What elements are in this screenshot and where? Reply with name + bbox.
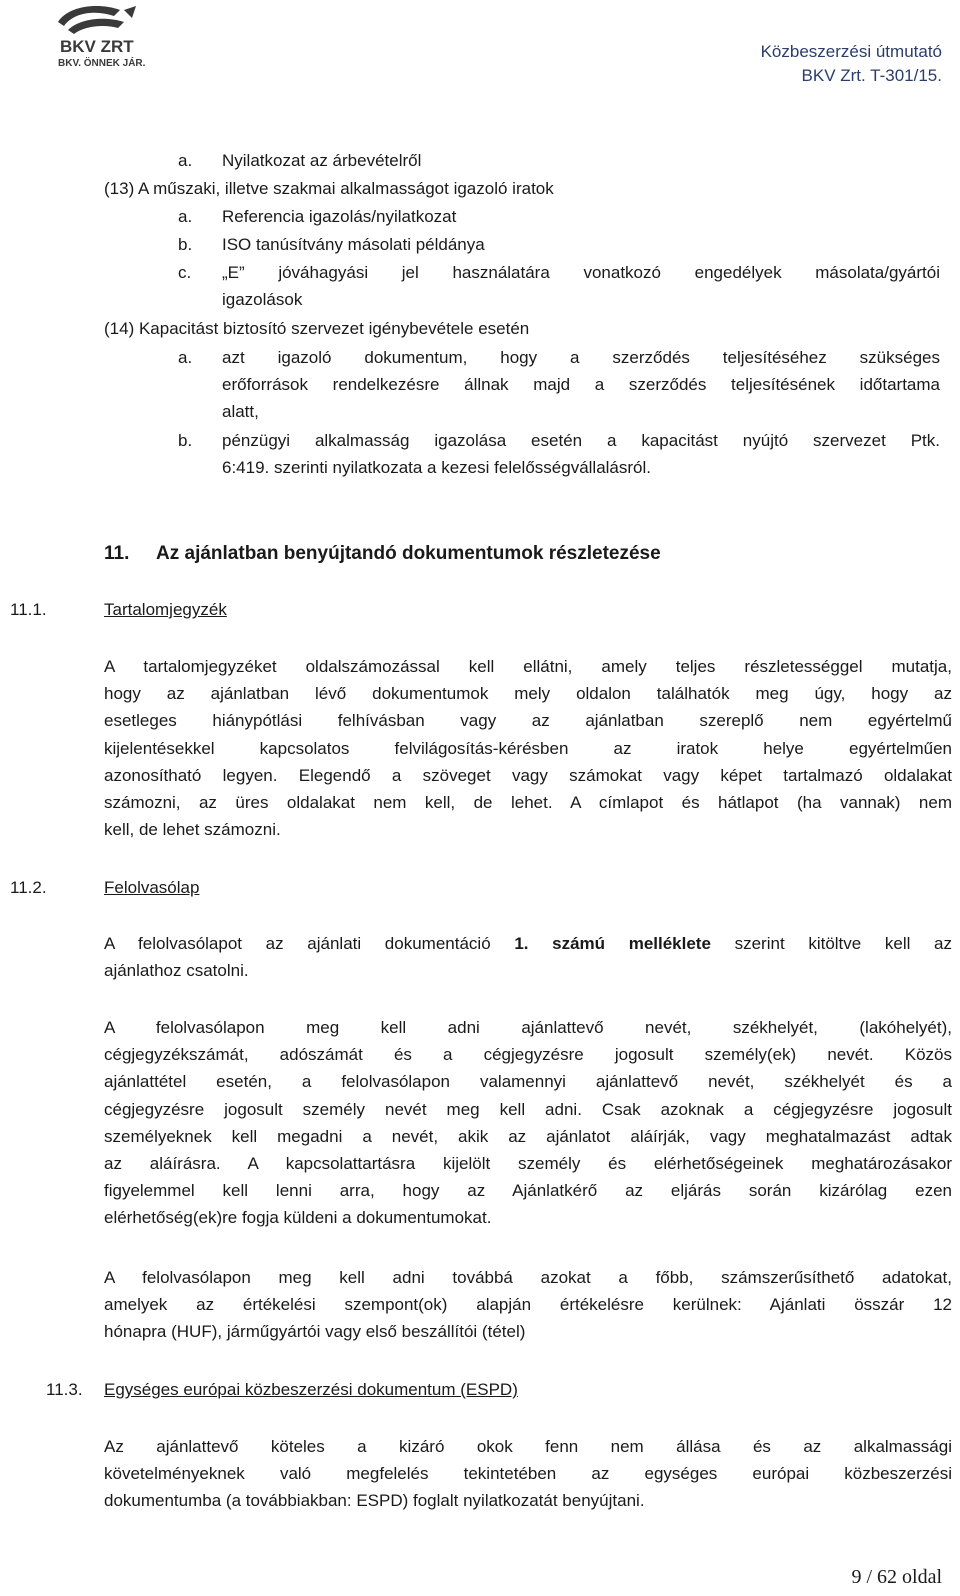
subsection-title: Tartalomjegyzék [104, 600, 227, 619]
text-line: hónapra (HUF), járműgyártói vagy első beszállítói (tétel) [104, 1322, 526, 1342]
text-line: A felolvasólapon meg kell adni továbbá azokat a főbb, számszerűsíthető adatokat, [104, 1268, 952, 1287]
list-item-text [222, 427, 940, 481]
text-line: „E” jóváhagyási jel használatára vonatkozó engedélyek másolata/gyártói [222, 263, 940, 282]
list-marker: b. [178, 235, 193, 254]
list-marker: c. [178, 263, 192, 282]
text-line: elérhetőség(ek)re fogja küldeni a dokumentumokat. [104, 1208, 492, 1228]
paragraph-toc [104, 653, 952, 843]
text-line: cégjegyzésre jogosult személy nevét meg kell adni. Csak azoknak a cégjegyzésre jogosult [104, 1099, 952, 1119]
doc-ref: BKV Zrt. T-301/15. [801, 66, 942, 85]
bkv-logo [28, 0, 168, 70]
text-line: azonosítható legyen. Elegendő a szöveget vagy számokat vagy képet tartalmazó oldalakat [104, 765, 952, 785]
text-line: Az ajánlattevő köteles a kizáró okok fenn nem állása és az alkalmassági [104, 1437, 952, 1456]
text-line: igazolások [222, 290, 303, 310]
subsection-number: 11.2. [10, 878, 47, 897]
text-line: A felolvasólapon meg kell adni ajánlattevő nevét, székhelyét, (lakóhelyét), [104, 1018, 952, 1037]
list-item: ISO tanúsítvány másolati példánya [222, 235, 485, 254]
bold-reference: 1. számú melléklete [514, 934, 711, 953]
subsection-title: Egységes európai közbeszerzési dokumentum (ESPD) [104, 1380, 518, 1399]
section-number: 11. [104, 543, 130, 564]
text-line [104, 930, 952, 957]
text-line: cégjegyzékszámát, adószámát és a cégjegyzésre jogosult személy(ek) nevét. Közös [104, 1045, 952, 1065]
text-run: szerint kitöltve kell az [710, 934, 952, 953]
list-marker: a. [178, 151, 193, 170]
doc-title: Közbeszerzési útmutató [760, 42, 942, 61]
text-line: A tartalomjegyzéket oldalszámozással kell ellátni, amely teljes részletességgel mutatja, [104, 657, 952, 676]
section-title: Az ajánlatban benyújtandó dokumentumok részletezése [156, 543, 661, 564]
text-line: kell, de lehet számozni. [104, 820, 281, 840]
paragraph-espd [104, 1433, 952, 1515]
paragraph-felolvasolap-2 [104, 1014, 952, 1232]
text-line: alatt, [222, 402, 259, 422]
subsection-title: Felolvasólap [104, 878, 200, 897]
paragraph-felolvasolap-1 [104, 930, 952, 984]
subsection-number: 11.3. [46, 1380, 83, 1399]
list-item-13: (13) A műszaki, illetve szakmai alkalmasságot igazoló iratok [104, 179, 554, 198]
text-line: hogy az ajánlatban lévő dokumentumok mely oldalon találhatók meg úgy, hogy az [104, 684, 952, 704]
header-info [761, 40, 942, 88]
text-line: pénzügyi alkalmasság igazolása esetén a kapacitást nyújtó szervezet Ptk. [222, 431, 940, 450]
text-line: kijelentésekkel kapcsolatos felvilágosítás-kérésben az iratok helye egyértelműen [104, 738, 952, 758]
text-line: erőforrások rendelkezésre állnak majd a szerződés teljesítésének időtartama [222, 375, 940, 395]
text-line: esetleges hiánypótlási felhívásban vagy az ajánlatban szereplő nem egyértelmű [104, 711, 952, 731]
list-item-text [222, 259, 940, 313]
text-line: amelyek az értékelési szempont(ok) alapján értékelésre kerülnek: Ajánlati összár 12 [104, 1295, 952, 1315]
list-item: Referencia igazolás/nyilatkozat [222, 207, 457, 226]
subsection-number: 11.1. [10, 600, 47, 619]
logo-text: BKV ZRT [60, 37, 134, 56]
text-line: az aláírásra. A kapcsolattartásra kijelölt személy és elérhetőségeinek meghatározásakor [104, 1153, 952, 1173]
paragraph-felolvasolap-3 [104, 1264, 952, 1346]
list-marker: b. [178, 431, 193, 450]
text-line: ajánlattétel esetén, a felolvasólapon valamennyi ajánlattevő nevét, székhelyét és a [104, 1072, 952, 1092]
list-item-14: (14) Kapacitást biztosító szervezet igénybevétele esetén [104, 319, 530, 338]
list-marker: a. [178, 207, 193, 226]
text-run: A felolvasólapot az ajánlati dokumentáció [104, 934, 515, 953]
logo-slogan: BKV. ÖNNEK JÁR. [58, 58, 146, 69]
text-line: személyeknek kell megadni a nevét, akik az ajánlatot aláírják, vagy meghatalmazást adtak [104, 1126, 952, 1146]
list-marker: a. [178, 348, 193, 367]
text-line: dokumentumba (a továbbiakban: ESPD) foglalt nyilatkozatát benyújtani. [104, 1491, 645, 1511]
page-number: 9 / 62 oldal [851, 1566, 942, 1588]
bkv-logo-mark [28, 0, 168, 70]
text-line: 6:419. szerinti nyilatkozata a kezesi felelősségvállalásról. [222, 458, 652, 478]
text-line: azt igazoló dokumentum, hogy a szerződés teljesítéséhez szükséges [222, 348, 940, 367]
text-line: figyelemmel kell lenni arra, hogy az Ajánlatkérő az eljárás során kizárólag ezen [104, 1181, 952, 1201]
text-line: számozni, az üres oldalakat nem kell, de lehet. A címlapot és hátlapot (ha vannak) nem [104, 792, 952, 812]
list-item: Nyilatkozat az árbevételről [222, 151, 422, 170]
text-line: ajánlathoz csatolni. [104, 961, 249, 981]
list-item-text [222, 344, 940, 426]
text-line: követelményeknek való megfelelés tekintetében az egységes európai közbeszerzési [104, 1464, 952, 1484]
